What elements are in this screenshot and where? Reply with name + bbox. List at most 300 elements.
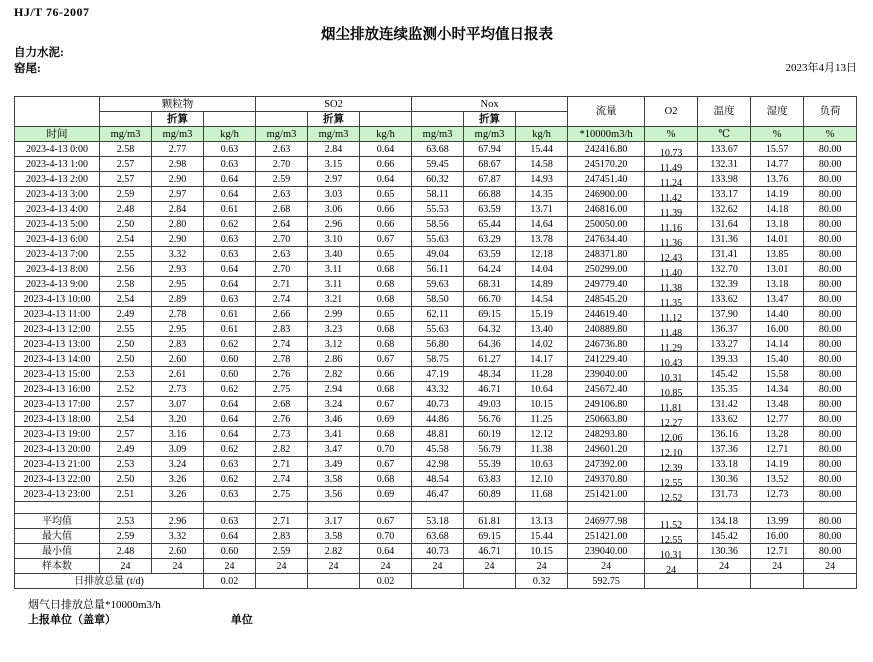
so2-rate-cell: 0.69 [360,412,412,427]
so2-converted-cell: 3.49 [308,457,360,472]
summary-cell-o2: 10.31 [645,544,698,559]
o2-cell: 12.39 [645,457,698,472]
pm-converted-cell: 2.61 [152,367,204,382]
humidity-cell: 13.85 [751,247,804,262]
flow-cell: 248371.80 [568,247,645,262]
humidity-cell: 12.77 [751,412,804,427]
pm-cell: 2.50 [100,472,152,487]
temperature-cell: 135.35 [698,382,751,397]
summary-cell-o2: 12.55 [645,529,698,544]
nox-cell: 56.11 [412,262,464,277]
load-cell: 80.00 [804,427,857,442]
load-cell: 80.00 [804,142,857,157]
humidity-cell: 13.18 [751,217,804,232]
unit-cell: *10000m3/h [568,127,645,142]
so2-converted-cell: 3.15 [308,157,360,172]
nox-cell: 43.32 [412,382,464,397]
table-row [15,232,857,247]
nox-cell: 59.45 [412,157,464,172]
flow-cell: 241229.40 [568,352,645,367]
summary-cell: 80.00 [804,514,857,529]
summary-row [15,559,857,574]
summary-cell: 16.00 [751,529,804,544]
temperature-cell: 137.36 [698,442,751,457]
so2-cell: 2.76 [256,412,308,427]
load-cell: 80.00 [804,217,857,232]
time-cell: 2023-4-13 13:00 [15,337,100,352]
summary-cell: 61.81 [464,514,516,529]
temperature-cell: 131.73 [698,487,751,502]
daily-total-cell [804,574,857,589]
nox-converted-cell: 68.67 [464,157,516,172]
nox-rate-cell: 14.04 [516,262,568,277]
load-cell: 80.00 [804,172,857,187]
pm-cell: 2.49 [100,442,152,457]
summary-cell: 13.99 [751,514,804,529]
flow-cell: 247451.40 [568,172,645,187]
so2-cell: 2.78 [256,352,308,367]
table-row [15,217,857,232]
unit-cell: % [645,127,698,142]
table-row [15,457,857,472]
daily-total-cell: 0.02 [204,574,256,589]
time-cell: 2023-4-13 3:00 [15,187,100,202]
spacer-cell [256,112,308,127]
pm-rate-cell: 0.64 [204,277,256,292]
table-row [15,427,857,442]
header-load: 负荷 [804,97,857,127]
temperature-cell: 132.39 [698,277,751,292]
load-cell: 80.00 [804,442,857,457]
pm-rate-cell: 0.63 [204,157,256,172]
summary-cell: 46.71 [464,544,516,559]
unit-cell: mg/m3 [152,127,204,142]
temperature-cell: 131.41 [698,247,751,262]
unit-cell: mg/m3 [100,127,152,142]
daily-total-cell [256,574,308,589]
table-row [15,247,857,262]
so2-cell: 2.74 [256,472,308,487]
so2-cell: 2.73 [256,427,308,442]
humidity-cell: 15.58 [751,367,804,382]
summary-cell: 3.32 [152,529,204,544]
flow-cell: 246736.80 [568,337,645,352]
temperature-cell: 137.90 [698,307,751,322]
header-o2: O2 [645,97,698,127]
so2-rate-cell: 0.67 [360,457,412,472]
nox-rate-cell: 10.64 [516,382,568,397]
summary-cell: 24 [568,559,645,574]
temperature-cell: 132.31 [698,157,751,172]
flow-cell: 247392.00 [568,457,645,472]
flow-cell: 245672.40 [568,382,645,397]
nox-converted-cell: 66.88 [464,187,516,202]
nox-rate-cell: 14.54 [516,292,568,307]
header-humidity: 湿度 [751,97,804,127]
so2-rate-cell: 0.67 [360,397,412,412]
so2-converted-cell: 3.10 [308,232,360,247]
summary-cell: 0.70 [360,529,412,544]
time-cell: 2023-4-13 20:00 [15,442,100,457]
nox-cell: 48.54 [412,472,464,487]
so2-rate-cell: 0.68 [360,322,412,337]
table-row [15,157,857,172]
humidity-cell: 14.19 [751,457,804,472]
table-row [15,412,857,427]
summary-cell: 24 [698,559,751,574]
daily-total-cell: 0.32 [516,574,568,589]
summary-cell: 40.73 [412,544,464,559]
nox-converted-cell: 46.71 [464,382,516,397]
summary-cell: 24 [308,559,360,574]
summary-cell: 3.58 [308,529,360,544]
o2-cell: 10.85 [645,382,698,397]
pm-cell: 2.50 [100,217,152,232]
pm-rate-cell: 0.63 [204,247,256,262]
time-header-spacer [15,97,100,127]
header-flow: 流量 [568,97,645,127]
pm-converted-cell: 3.32 [152,247,204,262]
so2-cell: 2.63 [256,247,308,262]
nox-rate-cell: 10.15 [516,397,568,412]
pm-cell: 2.53 [100,457,152,472]
group-header-so2: SO2 [256,97,412,112]
pm-cell: 2.54 [100,412,152,427]
spacer-cell [360,112,412,127]
o2-cell: 12.06 [645,427,698,442]
nox-rate-cell: 14.17 [516,352,568,367]
so2-converted-cell: 2.96 [308,217,360,232]
pm-cell: 2.58 [100,277,152,292]
so2-rate-cell: 0.65 [360,307,412,322]
o2-cell: 11.16 [645,217,698,232]
unit-cell: kg/h [360,127,412,142]
daily-total-cell [751,574,804,589]
daily-total-label: 日排放总量 (t/d) [15,574,204,589]
nox-converted-cell: 69.15 [464,307,516,322]
nox-cell: 56.80 [412,337,464,352]
so2-cell: 2.71 [256,277,308,292]
nox-rate-cell: 14.35 [516,187,568,202]
flow-cell: 250299.00 [568,262,645,277]
temperature-cell: 133.67 [698,142,751,157]
so2-converted-cell: 2.84 [308,142,360,157]
flow-cell: 249779.40 [568,277,645,292]
pm-converted-cell: 2.90 [152,232,204,247]
o2-cell: 10.73 [645,142,698,157]
table-row [15,337,857,352]
spacer-row [15,502,857,514]
time-cell: 2023-4-13 21:00 [15,457,100,472]
humidity-cell: 13.47 [751,292,804,307]
summary-cell: 0.63 [204,514,256,529]
load-cell: 80.00 [804,367,857,382]
so2-rate-cell: 0.66 [360,217,412,232]
pm-converted-cell: 3.26 [152,487,204,502]
pm-converted-cell: 2.73 [152,382,204,397]
pm-converted-cell: 2.89 [152,292,204,307]
humidity-cell: 15.57 [751,142,804,157]
summary-cell: 0.60 [204,544,256,559]
so2-rate-cell: 0.65 [360,187,412,202]
flow-cell: 242416.80 [568,142,645,157]
nox-rate-cell: 11.28 [516,367,568,382]
nox-converted-cell: 67.94 [464,142,516,157]
so2-cell: 2.63 [256,187,308,202]
humidity-cell: 14.34 [751,382,804,397]
o2-cell: 11.29 [645,337,698,352]
group-header-pm: 颗粒物 [100,97,256,112]
pm-cell: 2.59 [100,187,152,202]
so2-cell: 2.70 [256,157,308,172]
table-row [15,172,857,187]
flow-cell: 249106.80 [568,397,645,412]
flow-cell: 249370.80 [568,472,645,487]
pm-rate-cell: 0.64 [204,262,256,277]
humidity-cell: 14.18 [751,202,804,217]
o2-cell: 10.43 [645,352,698,367]
report-table [14,96,857,589]
pm-cell: 2.57 [100,172,152,187]
time-cell: 2023-4-13 1:00 [15,157,100,172]
pm-cell: 2.55 [100,322,152,337]
humidity-cell: 12.71 [751,442,804,457]
flow-cell: 246816.00 [568,202,645,217]
humidity-cell: 13.52 [751,472,804,487]
so2-rate-cell: 0.68 [360,427,412,442]
flow-cell: 250050.00 [568,217,645,232]
daily-total-cell [308,574,360,589]
unit-cell: mg/m3 [308,127,360,142]
so2-rate-cell: 0.66 [360,202,412,217]
converted-header-pm: 折算 [152,112,204,127]
pm-rate-cell: 0.61 [204,322,256,337]
summary-row [15,529,857,544]
pm-rate-cell: 0.60 [204,352,256,367]
nox-cell: 58.50 [412,292,464,307]
company-label: 自力水泥: [14,47,64,59]
temperature-cell: 136.37 [698,322,751,337]
time-cell: 2023-4-13 18:00 [15,412,100,427]
humidity-cell: 13.01 [751,262,804,277]
nox-rate-cell: 13.40 [516,322,568,337]
nox-cell: 62.11 [412,307,464,322]
summary-cell: 251421.00 [568,529,645,544]
temperature-cell: 139.33 [698,352,751,367]
so2-converted-cell: 3.40 [308,247,360,262]
pm-converted-cell: 3.26 [152,472,204,487]
so2-converted-cell: 3.46 [308,412,360,427]
so2-cell: 2.63 [256,142,308,157]
summary-cell: 2.48 [100,544,152,559]
so2-converted-cell: 3.58 [308,472,360,487]
so2-rate-cell: 0.65 [360,247,412,262]
o2-cell: 11.42 [645,187,698,202]
daily-total-cell [698,574,751,589]
o2-cell: 12.52 [645,487,698,502]
pm-cell: 2.55 [100,247,152,262]
load-cell: 80.00 [804,322,857,337]
o2-cell: 12.55 [645,472,698,487]
o2-cell: 11.49 [645,157,698,172]
daily-total-cell [412,574,464,589]
pm-cell: 2.50 [100,352,152,367]
nox-cell: 49.04 [412,247,464,262]
nox-converted-cell: 55.39 [464,457,516,472]
so2-cell: 2.68 [256,397,308,412]
load-cell: 80.00 [804,487,857,502]
pm-rate-cell: 0.64 [204,172,256,187]
pm-rate-cell: 0.64 [204,187,256,202]
so2-converted-cell: 2.82 [308,367,360,382]
so2-rate-cell: 0.67 [360,232,412,247]
summary-cell: 24 [412,559,464,574]
pm-rate-cell: 0.64 [204,397,256,412]
nox-rate-cell: 13.71 [516,202,568,217]
temperature-cell: 136.16 [698,427,751,442]
load-cell: 80.00 [804,412,857,427]
summary-cell: 63.68 [412,529,464,544]
flow-cell: 251421.00 [568,487,645,502]
report-date: 2023年4月13日 [785,62,857,74]
so2-converted-cell: 3.21 [308,292,360,307]
pm-rate-cell: 0.62 [204,472,256,487]
standard-code: HJ/T 76-2007 [14,5,90,19]
so2-converted-cell: 2.86 [308,352,360,367]
summary-body [15,514,857,574]
load-cell: 80.00 [804,337,857,352]
o2-cell: 12.10 [645,442,698,457]
footer [28,598,860,628]
o2-cell: 11.12 [645,307,698,322]
nox-converted-cell: 66.70 [464,292,516,307]
so2-cell: 2.59 [256,172,308,187]
location-label: 窑尾: [14,63,41,75]
unit-cell: % [751,127,804,142]
daily-total-row [15,574,857,589]
converted-header-so2: 折算 [308,112,360,127]
pm-cell: 2.48 [100,202,152,217]
flow-cell: 249601.20 [568,442,645,457]
summary-cell: 2.53 [100,514,152,529]
so2-cell: 2.70 [256,232,308,247]
time-cell: 2023-4-13 12:00 [15,322,100,337]
pm-cell: 2.51 [100,487,152,502]
summary-cell: 24 [464,559,516,574]
o2-cell: 11.24 [645,172,698,187]
summary-cell: 24 [804,559,857,574]
nox-cell: 44.86 [412,412,464,427]
pm-cell: 2.57 [100,397,152,412]
pm-converted-cell: 2.93 [152,262,204,277]
nox-cell: 60.32 [412,172,464,187]
nox-rate-cell: 14.64 [516,217,568,232]
so2-rate-cell: 0.68 [360,337,412,352]
pm-converted-cell: 2.78 [152,307,204,322]
table-row [15,352,857,367]
nox-converted-cell: 48.34 [464,367,516,382]
time-cell: 2023-4-13 11:00 [15,307,100,322]
so2-cell: 2.83 [256,322,308,337]
nox-rate-cell: 15.44 [516,142,568,157]
table-row [15,277,857,292]
temperature-cell: 131.42 [698,397,751,412]
pm-cell: 2.58 [100,142,152,157]
temperature-cell: 145.42 [698,367,751,382]
temperature-cell: 131.36 [698,232,751,247]
summary-cell: 2.82 [308,544,360,559]
summary-label: 最大值 [15,529,100,544]
temperature-cell: 133.17 [698,187,751,202]
so2-rate-cell: 0.64 [360,142,412,157]
pm-converted-cell: 2.84 [152,202,204,217]
summary-cell: 12.71 [751,544,804,559]
pm-cell: 2.53 [100,367,152,382]
so2-converted-cell: 2.94 [308,382,360,397]
nox-converted-cell: 64.32 [464,322,516,337]
flue-gas-total-note: 烟气日排放总量*10000m3/h [28,599,161,611]
time-cell: 2023-4-13 10:00 [15,292,100,307]
nox-rate-cell: 11.68 [516,487,568,502]
time-header: 时间 [15,127,100,142]
table-row [15,142,857,157]
pm-cell: 2.57 [100,427,152,442]
temperature-cell: 133.62 [698,292,751,307]
so2-cell: 2.68 [256,202,308,217]
temperature-cell: 130.36 [698,472,751,487]
so2-converted-cell: 3.03 [308,187,360,202]
summary-cell-o2: 24 [645,559,698,574]
converted-header-nox: 折算 [464,112,516,127]
summary-row [15,514,857,529]
so2-cell: 2.76 [256,367,308,382]
so2-rate-cell: 0.64 [360,172,412,187]
o2-cell: 11.36 [645,232,698,247]
flow-cell: 244619.40 [568,307,645,322]
summary-cell: 239040.00 [568,544,645,559]
nox-converted-cell: 61.27 [464,352,516,367]
load-cell: 80.00 [804,232,857,247]
temperature-cell: 131.64 [698,217,751,232]
nox-converted-cell: 67.87 [464,172,516,187]
pm-cell: 2.56 [100,262,152,277]
flow-cell: 250663.80 [568,412,645,427]
so2-cell: 2.75 [256,382,308,397]
o2-cell: 10.31 [645,367,698,382]
so2-converted-cell: 3.41 [308,427,360,442]
o2-cell: 11.35 [645,292,698,307]
pm-converted-cell: 2.60 [152,352,204,367]
humidity-cell: 13.18 [751,277,804,292]
table-row [15,322,857,337]
nox-converted-cell: 65.44 [464,217,516,232]
load-cell: 80.00 [804,472,857,487]
so2-converted-cell: 3.11 [308,262,360,277]
pm-converted-cell: 3.20 [152,412,204,427]
nox-converted-cell: 64.36 [464,337,516,352]
nox-cell: 55.63 [412,232,464,247]
summary-cell: 2.83 [256,529,308,544]
summary-cell: 24 [100,559,152,574]
so2-rate-cell: 0.68 [360,292,412,307]
so2-rate-cell: 0.68 [360,382,412,397]
load-cell: 80.00 [804,457,857,472]
time-cell: 2023-4-13 7:00 [15,247,100,262]
time-cell: 2023-4-13 9:00 [15,277,100,292]
nox-rate-cell: 11.38 [516,442,568,457]
nox-rate-cell: 14.02 [516,337,568,352]
summary-cell: 24 [152,559,204,574]
